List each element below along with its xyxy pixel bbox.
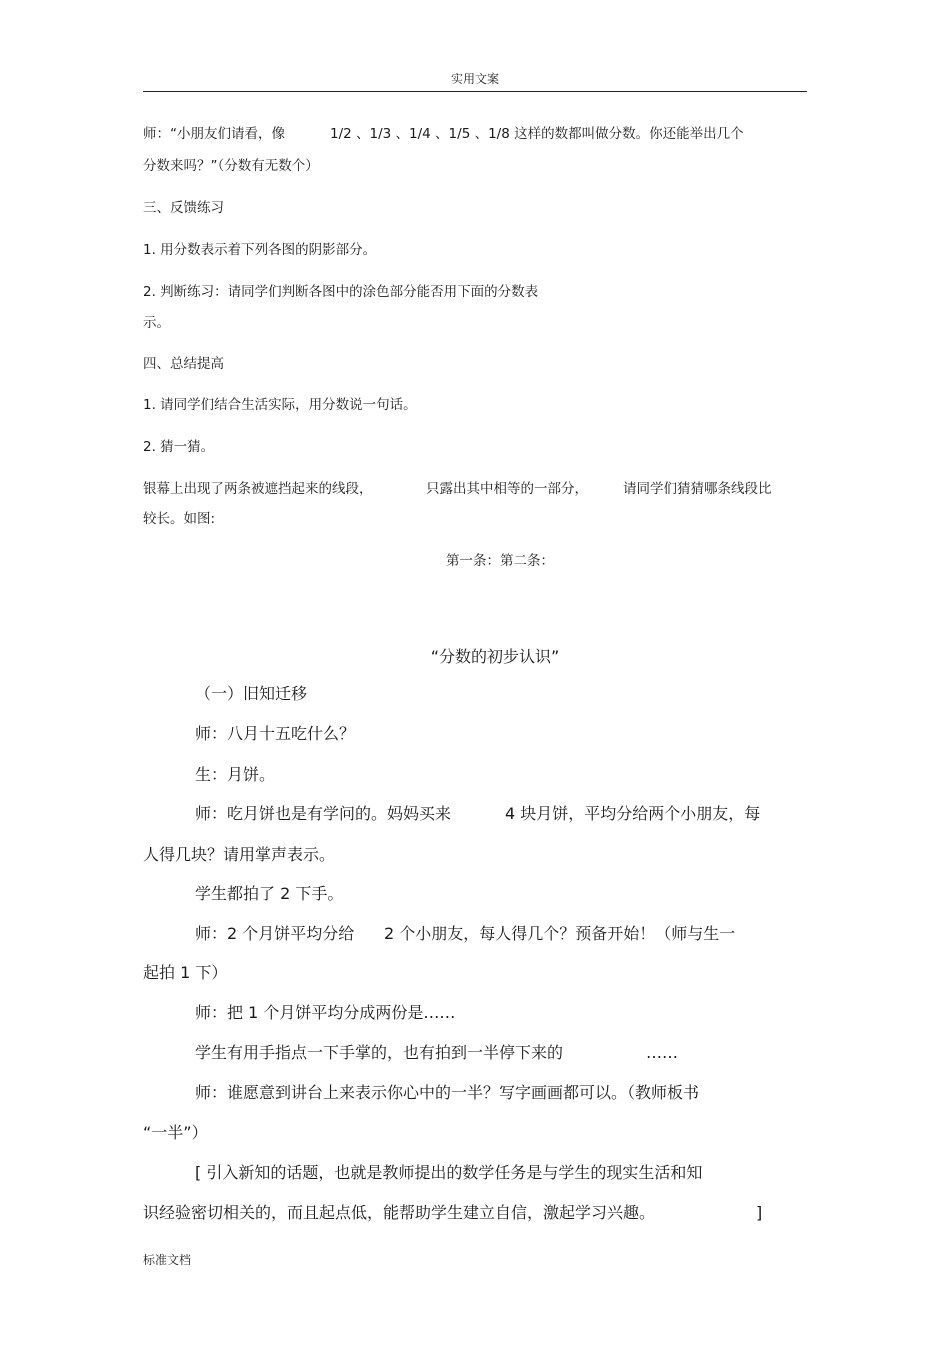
dialogue-line-7b: …… — [646, 1043, 678, 1062]
dialogue-line-5a: 师：2 个月饼平均分给 — [195, 924, 355, 943]
header-title: 实用文案 — [450, 72, 499, 86]
dialogue-line-3a: 师：吃月饼也是有学问的。妈妈买来 — [195, 804, 452, 823]
dialogue-line-6: 师：把 1 个月饼平均分成两份是…… — [195, 1003, 456, 1022]
note-line-a: [ 引入新知的话题，也就是教师提出的数学任务是与学生的现实生活和知 — [195, 1163, 703, 1182]
section-heading-4: 四、总结提高 — [143, 356, 224, 372]
lesson-title: “分数的初步认识” — [430, 647, 560, 666]
dialogue-line-7a: 学生有用手指点一下手掌的，也有拍到一半停下来的 — [195, 1043, 564, 1062]
note-bracket-close: ] — [756, 1203, 763, 1222]
dialogue-line-5b: 2 个小朋友，每人得几个？预备开始！（师与生一 — [384, 924, 736, 943]
note-line-b: 识经验密切相关的，而且起点低，能帮助学生建立自信，激起学习兴趣。 — [143, 1203, 656, 1222]
guess-line-d: 较长。如图: — [143, 511, 216, 527]
guess-line-a: 银幕上出现了两条被遮挡起来的线段， — [143, 481, 373, 497]
dialogue-line-1: 师：八月十五吃什么？ — [195, 724, 356, 743]
summary-1: 1. 请同学们结合生活实际，用分数说一句话。 — [143, 397, 417, 413]
exercise-2: 2. 判断练习：请同学们判断各图中的涂色部分能否用下面的分数表 — [143, 284, 539, 300]
header-rule — [143, 91, 807, 92]
dialogue-line-4: 学生都拍了 2 下手。 — [195, 884, 344, 903]
guess-line-b: 只露出其中相等的一部分， — [426, 481, 588, 497]
subsection-heading: （一）旧知迁移 — [195, 684, 308, 703]
exercise-2-cont: 示。 — [143, 315, 170, 331]
dialogue-line-2: 生：月饼。 — [195, 765, 276, 784]
footer-text: 标准文档 — [143, 1253, 192, 1267]
exercise-1: 1. 用分数表示着下列各图的阴影部分。 — [143, 242, 377, 258]
para-line-1b: 1/2 、1/3 、1/4 、1/5 、1/8 这样的数都叫做分数。你还能举出几个 — [330, 126, 744, 142]
dialogue-line-8a: 师：谁愿意到讲台上来表示你心中的一半？写字画画都可以。（教师板书 — [195, 1083, 700, 1102]
summary-2: 2. 猜一猜。 — [143, 439, 215, 455]
dialogue-line-8b: “一半”） — [143, 1123, 208, 1142]
segment-labels: 第一条：第二条： — [446, 553, 554, 569]
para-line-1c: 分数来吗？”（分数有无数个） — [143, 158, 319, 174]
dialogue-line-3b: 4 块月饼，平均分给两个小朋友，每 — [505, 804, 761, 823]
dialogue-line-5c: 起拍 1 下） — [143, 963, 228, 982]
para-line-1a: 师：“小朋友们请看，像 — [143, 126, 285, 142]
section-heading-3: 三、反馈练习 — [143, 200, 224, 216]
guess-line-c: 请同学们猜猜哪条线段比 — [623, 481, 772, 497]
dialogue-line-3c: 人得几块？请用掌声表示。 — [143, 845, 336, 864]
